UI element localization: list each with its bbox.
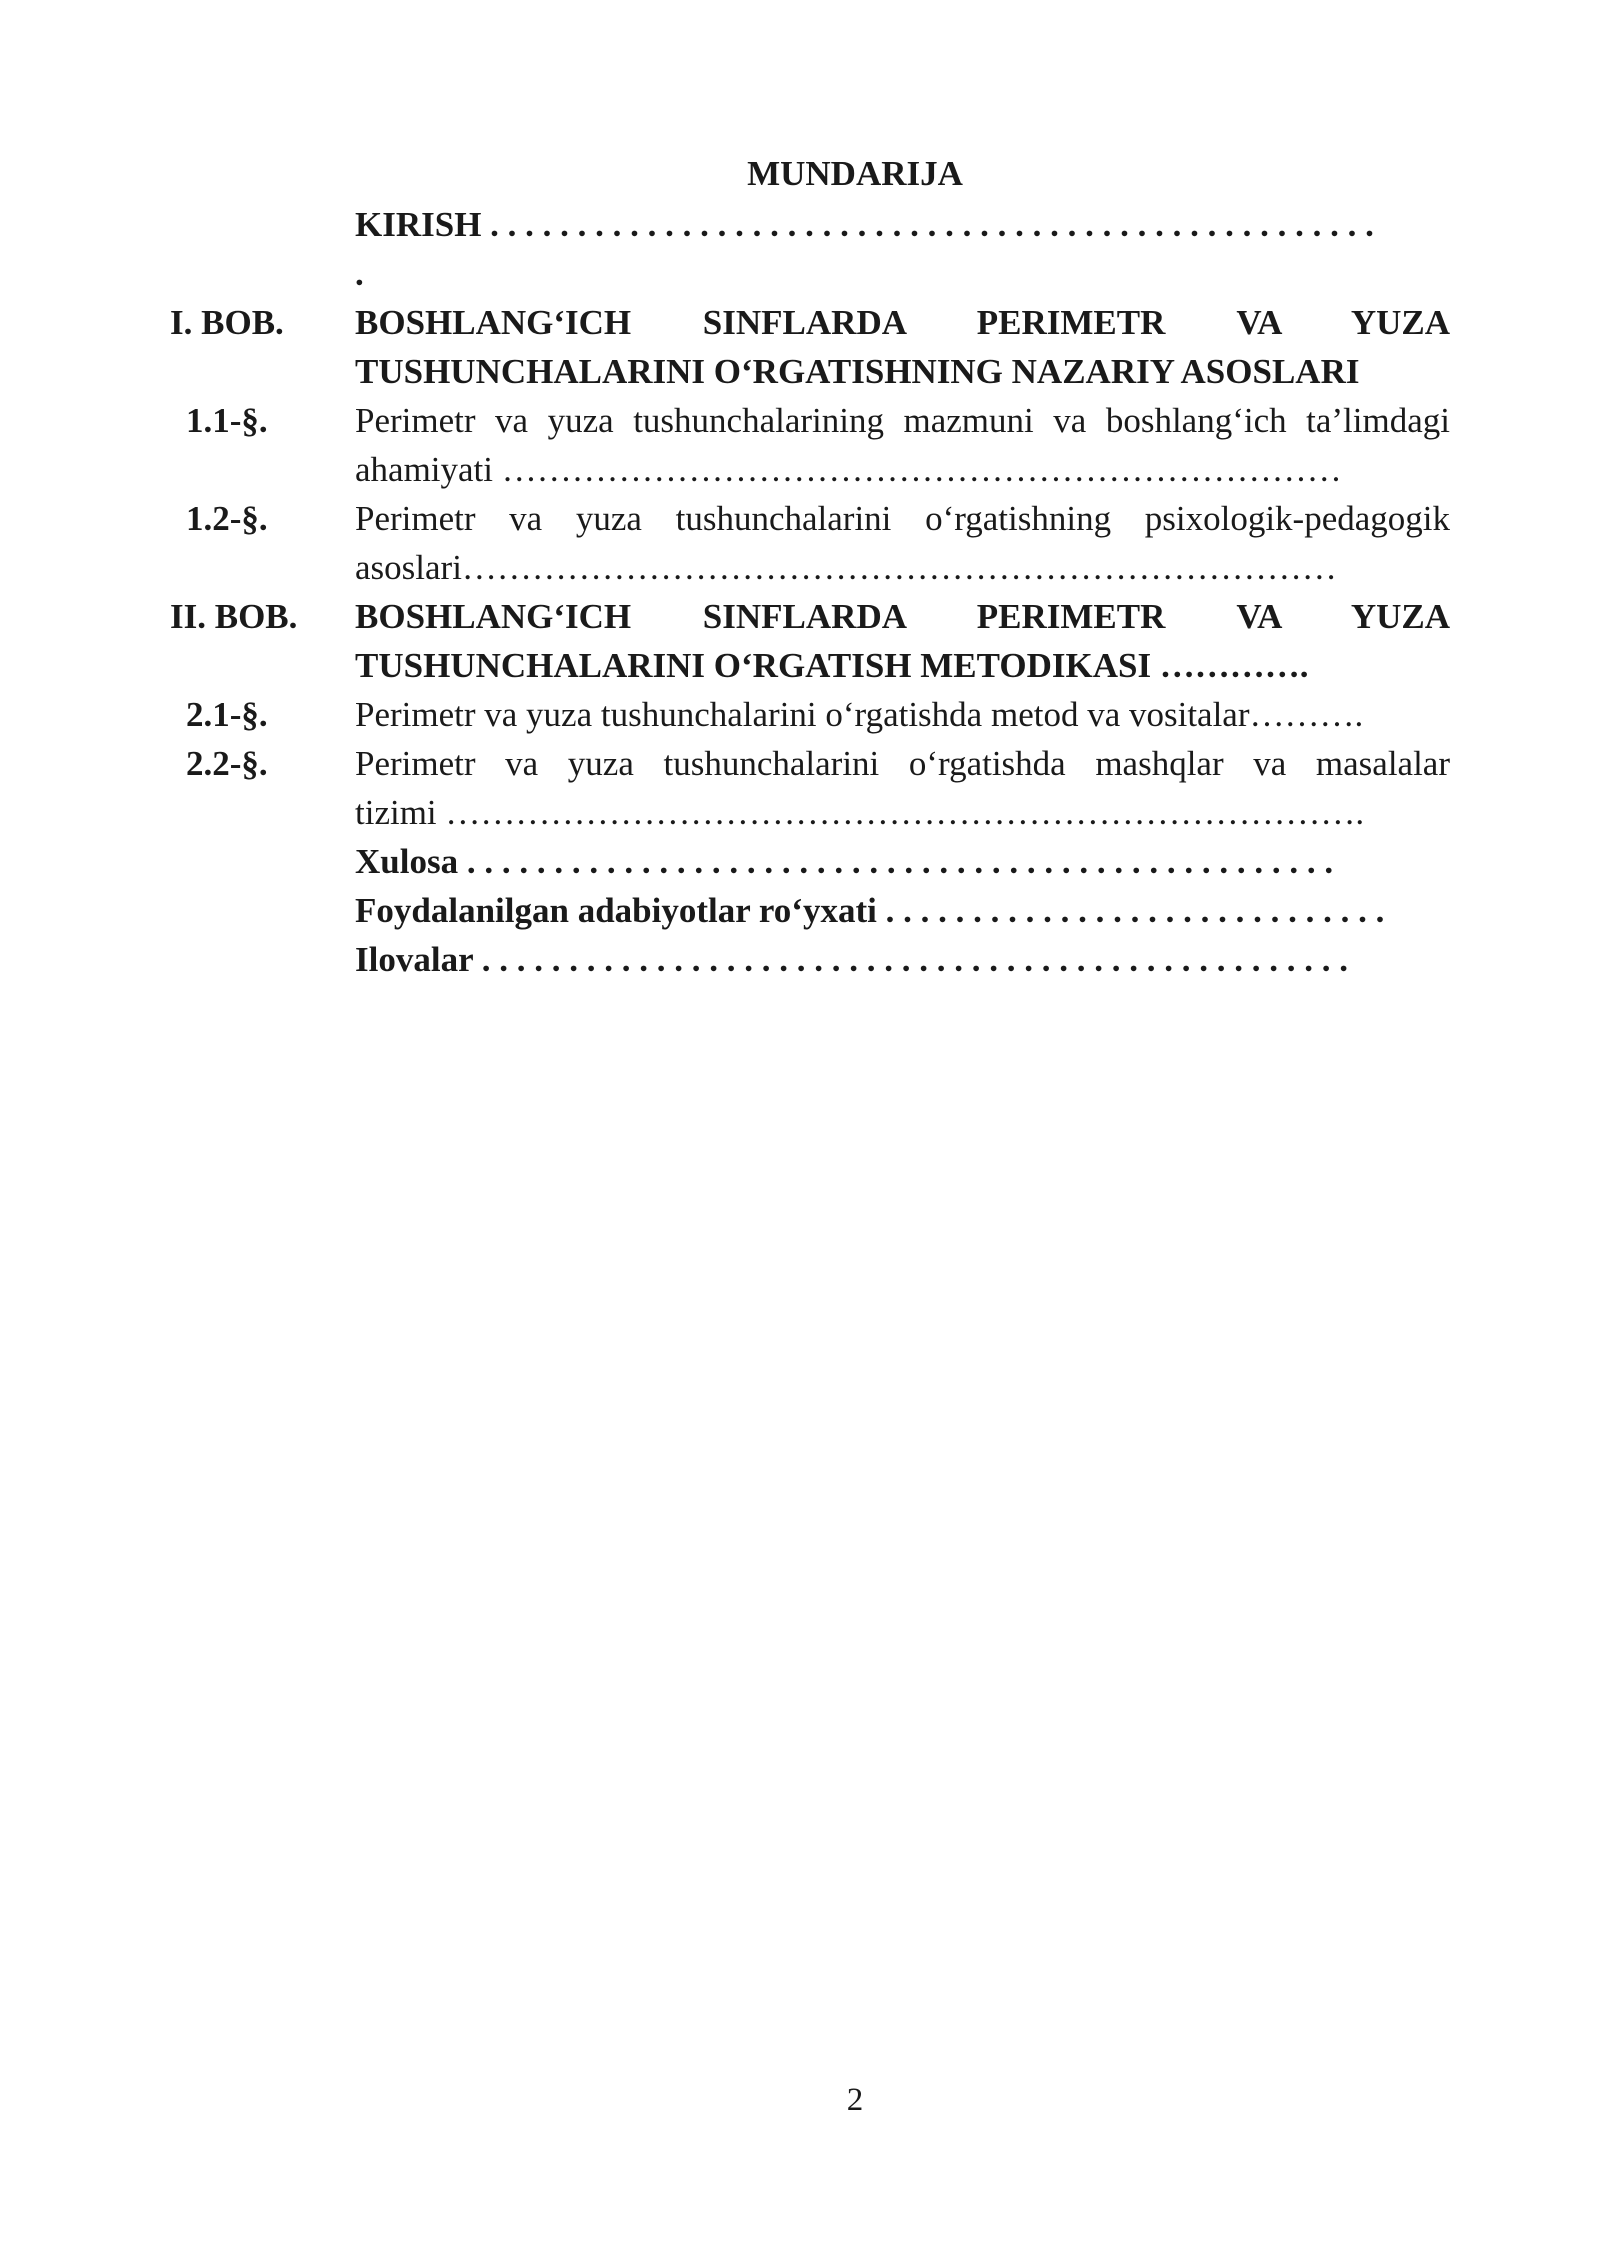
- toc-kirish-wrap: .: [355, 254, 364, 293]
- toc-bob2-number: II. BOB.: [170, 597, 298, 636]
- toc-s21-title-line1: Perimetr va yuza tushunchalarini o‘rgatishda metod va vositalar……….: [355, 695, 1364, 734]
- toc-kirish: KIRISH . . . . . . . . . . . . . . . . . . . . . . . . . . . . . . . . . . . . . . . . . . . . . . . . . . .: [355, 205, 1374, 244]
- toc-bob1-number: I. BOB.: [170, 303, 284, 342]
- toc-bob1-title-line2: TUSHUNCHALARINI O‘RGATISHNING NAZARIY ASOSLARI: [355, 352, 1360, 391]
- toc-bob2-title-line2: TUSHUNCHALARINI O‘RGATISH METODIKASI ………….: [355, 646, 1309, 685]
- page-number: 2: [846, 2082, 864, 2118]
- toc-adabiyotlar: Foydalanilgan adabiyotlar ro‘yxati . . . . . . . . . . . . . . . . . . . . . . . . . . . . .: [355, 891, 1385, 930]
- toc-bob2-title-line1: BOSHLANG‘ICH SINFLARDA PERIMETR VA YUZA: [355, 597, 1450, 636]
- toc-s21-number: 2.1-§.: [186, 695, 268, 734]
- toc-s11-title-line1: Perimetr va yuza tushunchalarining mazmuni va boshlang‘ich ta’limdagi: [355, 401, 1450, 440]
- toc-s12-title-line1: Perimetr va yuza tushunchalarini o‘rgatishning psixologik-pedagogik: [355, 499, 1450, 538]
- toc-s11-title-line2: ahamiyati ………………………………………………………………: [355, 450, 1342, 489]
- toc-s12-title-line2: asoslari…………………………………………………………………: [355, 548, 1337, 587]
- toc-bob1-title-line1: BOSHLANG‘ICH SINFLARDA PERIMETR VA YUZA: [355, 303, 1450, 342]
- toc-s22-title-line2: tizimi …………………………………………………………………….: [355, 793, 1365, 832]
- toc-s22-number: 2.2-§.: [186, 744, 268, 783]
- page-title: MUNDARIJA: [747, 154, 963, 193]
- toc-s22-title-line1: Perimetr va yuza tushunchalarini o‘rgatishda mashqlar va masalalar: [355, 744, 1450, 783]
- toc-ilovalar: Ilovalar . . . . . . . . . . . . . . . . . . . . . . . . . . . . . . . . . . . . . . . . . . . . . . . . . .: [355, 940, 1348, 979]
- toc-xulosa: Xulosa . . . . . . . . . . . . . . . . . . . . . . . . . . . . . . . . . . . . . . . . . . . . . . . . . .: [355, 842, 1334, 881]
- toc-s12-number: 1.2-§.: [186, 499, 268, 538]
- toc-s11-number: 1.1-§.: [186, 401, 268, 440]
